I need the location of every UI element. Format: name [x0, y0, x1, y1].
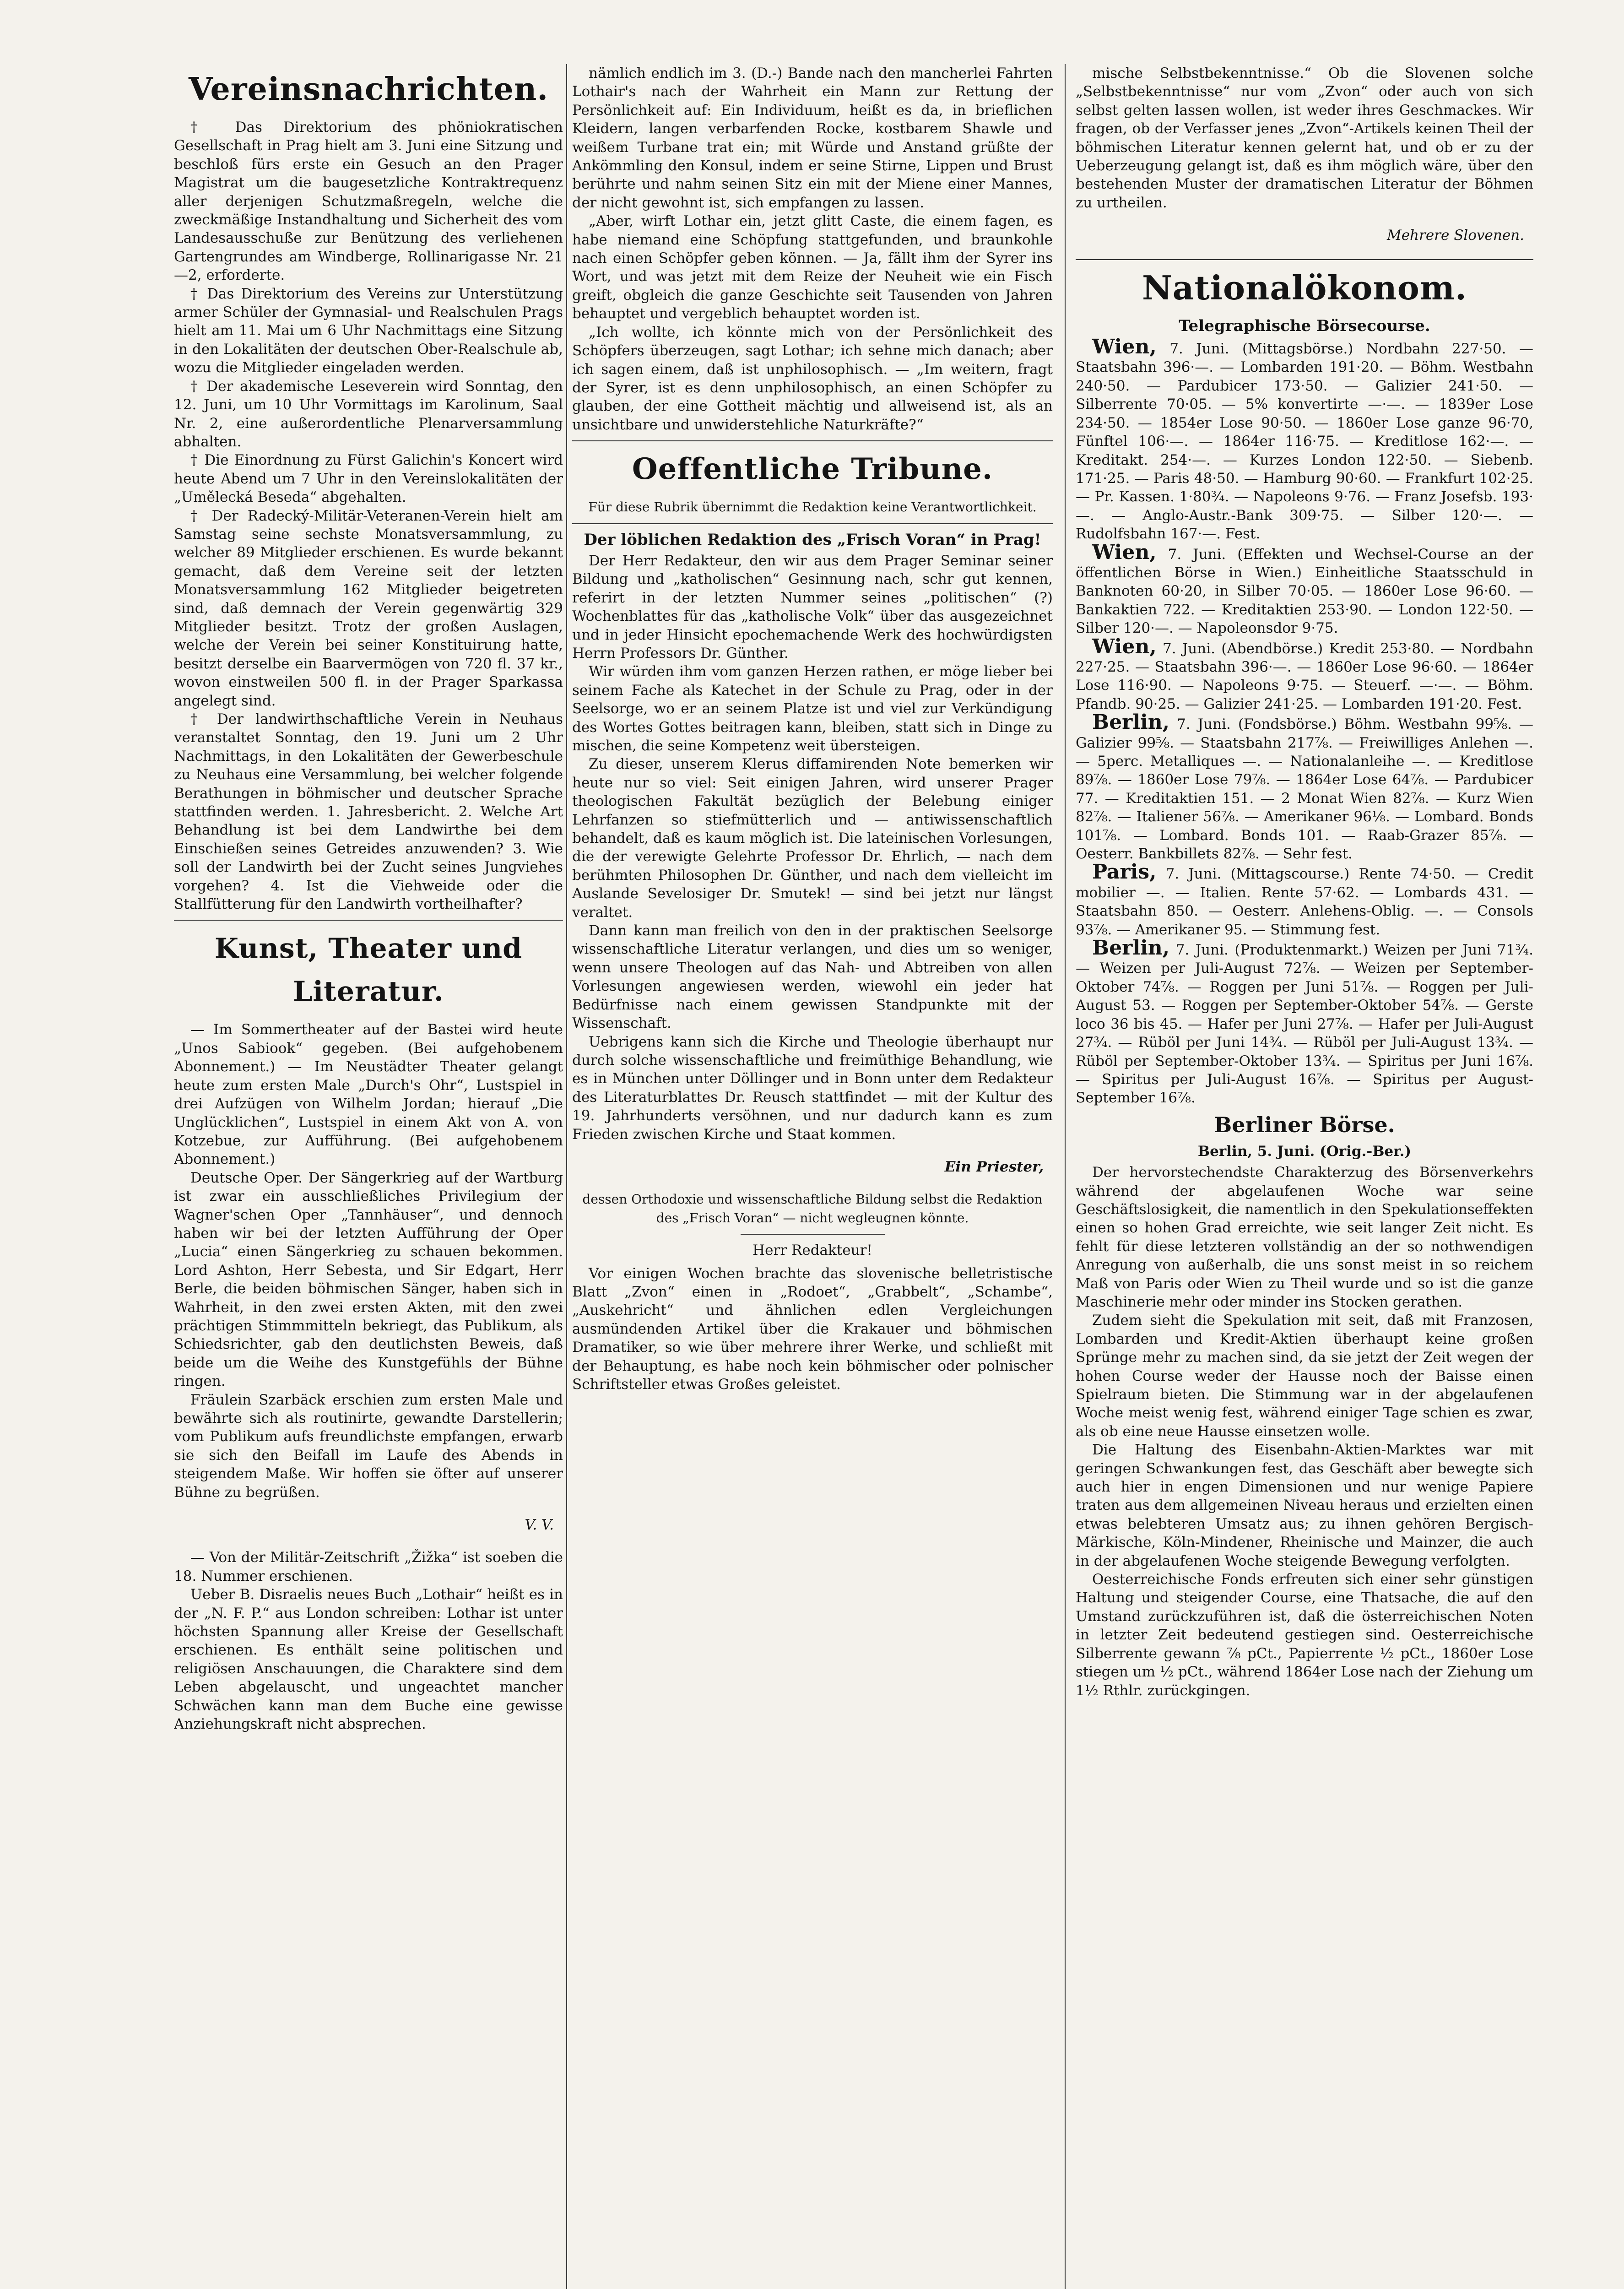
section-divider — [572, 523, 1053, 524]
article-paragraph: nämlich endlich im 3. (D.-) Bande nach den mancherlei Fahrten Lothair's nach der Wahrheit ein Mann zur Rettung der Persönlichkeit auf: Ein Individuum, heißt es da, in brieflichen Kleidern, langen verbarfenden Rocke, kostbarem Shawle und weißem Turbane trat ein; mit Würde und Anstand grüßte der Ankömmling den Konsul, indem er seine Stirne, Lippen und Brust berührte und nahm seinen Sitz ein mit der Miene einer Mannes, der nicht gewohnt ist, sich empfangen zu lassen. — [572, 65, 1053, 211]
article-paragraph: Ueber B. Disraelis neues Buch „Lothair“ heißt es in der „N. F. P.“ aus London schreiben: Lothar ist unter höchsten Spannung aller Kreise der Gesellschaft erschienen. Es enthält seine politischen und religiösen Anschauungen, die Charaktere sind dem Leben abgelauscht, und ungeachtet mancher Schwächen kann man dem Buche eine gewisse Anziehungskraft nicht absprechen. — [174, 1586, 563, 1733]
subsection-title-telegraph: Telegraphische Börsecourse. — [1179, 316, 1430, 335]
left-column — [174, 64, 563, 2289]
article-paragraph: Vor einigen Wochen brachte das slovenische belletristische Blatt „Zvon“ einen in „Rodoet“, „Grabbelt“, „Schambe“, „Auskehricht“ und ähnlichen edlen Vergleichungen ausmündenden Artikel über die Krakauer und böhmischen Dramatiker, so wie über mehrere ihrer Werke, und schließt mit der Behauptung, es habe noch kein böhmischer oder polnischer Schriftsteller etwas Großes geleistet. — [572, 1265, 1053, 1393]
market-text: 7. Juni. (Fondsbörse.) Böhm. Westbahn 99⅝. — Galizier 99⅝. — Staatsbahn 217⅞. — Freiwilliges Anlehen —. — 5perc. Metalliques —. — Nationalanleihe —. — Kreditlose 89⅞. — 1860er Lose 79⅞. — 1864er Lose 64⅞. — Pardubicer 77. — Kreditaktien 151. — 2 Monat Wien 82⅞. — Kurz Wien 82⅞. — Italiener 56⅞. — Amerikaner 96⅛. — Lombard. Bonds 101⅞. — Lombard. Bonds 101. — Raab-Grazer 85⅞. — Oesterr. Bankbillets 82⅞. — Sehr fest. — [1076, 716, 1533, 862]
short-divider — [741, 1234, 885, 1235]
market-report — [1076, 540, 1533, 638]
market-city: Paris, — [1092, 860, 1157, 884]
article-paragraph: † Die Einordnung zu Fürst Galichin's Koncert wird heute Abend um 7 Uhr in den Vereinslokalitäten der „Umělecká Beseda“ abgehalten. — [174, 452, 563, 506]
article-paragraph: Dann kann man freilich von den in der praktischen Seelsorge wissenschaftliche Literatur verlangen, und dies um so weniger, wenn unsere Theologen auf das Nah- und Abtreiben von allen Vorlesungen angewiesen werden, wiewohl ein jeder hat Bedürfnisse nach einem gewissen Standpunkte mit der Wissenschaft. — [572, 922, 1053, 1032]
section-title-nationaloekonom: Nationalökonom. — [1142, 268, 1467, 307]
letter-heading: Der löblichen Redaktion des „Frisch Voran“ in Prag! — [584, 530, 1041, 549]
market-text: 7. Juni. (Effekten und Wechsel-Course an der öffentlichen Börse in Wien.) Einheitliche Staatsschuld in Banknoten 60·20, in Silber 70·05. — 1860er Lose 96·60. — Bankaktien 722. — Kreditaktien 253·90. — London 122·50. — Silber 120·—. — Napoleonsdor 9·75. — [1076, 546, 1533, 637]
author-signature: Ein Priester, — [944, 1158, 1044, 1175]
article-paragraph: Wir würden ihm vom ganzen Herzen rathen, er möge lieber bei seinem Fache als Katechet in der Schule zu Prag, oder in der Seelsorge, wo er an seinem Platze ist und viel zur Verkündigung des Wortes Gottes beitragen kann, bleiben, statt sich in Dinge zu mischen, die seine Kompetenz weit übersteigen. — [572, 663, 1053, 754]
author-signature: Mehrere Slovenen. — [1386, 227, 1524, 244]
market-report — [1076, 713, 1533, 863]
article-paragraph: Der hervorstechendste Charakterzug des Börsenverkehrs während der abgelaufenen Woche war seine Geschäftslosigkeit, die namentlich in den Spekulationseffekten einen so hohen Grad erreichte, wie seit langer Zeit nicht. Es fehlt für diese letzteren vollständig an der so nothwendigen Anregung von außerhalb, die uns sonst meist in so reichem Maß von Paris oder Wien zu Theil wurde und so ist die ganze Maschinerie mehr oder minder ins Stocken gerathen. — [1076, 1164, 1533, 1310]
section-title-kunst: Kunst, Theater und Literatur. — [214, 933, 523, 1008]
section-divider — [174, 920, 563, 921]
article-paragraph: Die Haltung des Eisenbahn-Aktien-Marktes war mit geringen Schwankungen fest, das Geschäft aber bewegte sich auch hier in engen Dimensionen und nur wenige Papiere traten aus dem allgemeinen Niveau heraus und erzielten einen etwas belebteren Umsatz aus; zu ihnen gehören Bergisch-Märkische, Köln-Mindener, Rheinische und Mainzer, die auch in der abgelaufenen Woche steigende Bewegung verfolgten. — [1076, 1442, 1533, 1569]
article-paragraph: Uebrigens kann sich die Kirche und Theologie überhaupt nur durch solche wissenschaftliche und freimüthige Behandlung, wie es in München unter Döllinger und in Bonn unter dem Redakteur des Literaturblattes Dr. Reusch stattfindet — mit der Kultur des 19. Jahrhunderts versöhnen, und nur dadurch kann es zum Frieden zwischen Kirche und Staat kommen. — [572, 1033, 1053, 1143]
author-signature: V. V. — [525, 1517, 554, 1534]
article-paragraph: Deutsche Oper. Der Sängerkrieg auf der Wartburg ist zwar ein ausschließliches Privilegium der Wagner'schen Oper „Tannhäuser“, und dennoch haben wir bei der letzten Aufführung der Oper „Lucia“ einen Sängerkrieg zu schauen bekommen. Lord Ashton, Herr Sebesta, und Sir Edgart, Herr Berle, die beiden böhmischen Sänger, haben sich in Wahrheit, in den zwei ersten Akten, mit den zwei prächtigen Stimmmitteln bekriegt, das Publikum, als Schiedsrichter, gab den deutlichsten Beweis, daß beide um die Weihe des Kunstgefühls der Bühne ringen. — [174, 1169, 563, 1390]
letter-salutation: Herr Redakteur! — [752, 1242, 872, 1259]
right-column — [1076, 64, 1533, 2289]
article-paragraph: Oesterreichische Fonds erfreuten sich einer sehr günstigen Haltung und steigender Course, eine Thatsache, die auf den Umstand zurückzuführen ist, daß die österreichischen Noten in letzter Zeit bedeutend gestiegen sind. Oesterreichische Silberrente gewann ⅞ pCt., Papierrente ½ pCt., 1860er Lose stiegen um ½ pCt., während 1864er Lose nach der Ziehung um 1½ Rthlr. zurückgingen. — [1076, 1571, 1533, 1699]
market-city: Wien, — [1092, 635, 1157, 658]
article-paragraph: † Der akademische Leseverein wird Sonntag, den 12. Juni, um 10 Uhr Vormittags im Karolinum, Saal Nr. 2, eine außerordentliche Plenarversammlung abhalten. — [174, 378, 563, 450]
middle-column — [572, 64, 1053, 2289]
market-text: 7. Juni. (Mittagsbörse.) Nordbahn 227·50. — Staatsbahn 396·—. — Lombarden 191·20. — Böhm. Westbahn 240·50. — Pardubicer 173·50. — Galizier 241·50. — Silberrente 70·05. — 5% konvertirte —·—. — 1839er Lose 234·50. — 1854er Lose 90·50. — 1860er Lose ganze 96·70, Fünftel 106·—. — 1864er 116·75. — Kreditlose 162·—. — Kreditakt. 254·—. — Kurzes London 122·50. — Siebenb. 171·25. — Paris 48·50. — Hamburg 90·60. — Frankfurt 102·25. — Pr. Kassen. 1·80¾. — Napoleons 9·76. — Franz Josefsb. 193·—. — Anglo-Austr.-Bank 309·75. — Silber 120·—. — Rudolfsbahn 167·—. Fest. — [1076, 341, 1533, 542]
report-dateline: Berlin, 5. Juni. (Orig.-Ber.) — [1197, 1143, 1412, 1160]
section-divider — [1076, 259, 1533, 260]
article-paragraph: † Der Radecký-Militär-Veteranen-Verein hielt am Samstag seine sechste Monatsversammlung, zu welcher 89 Mitglieder erschienen. Es wurde bekannt gemacht, daß dem Vereine seit der letzten Monatsversammlung 162 Mitglieder beigetreten sind, daß demnach der Verein gegenwärtig 329 Mitglieder besitzt. Trotz der großen Auslagen, welche der Verein bei seiner Konstituirung hatte, besitzt derselbe ein Baarvermögen von 720 fl. 37 kr., wovon einstweilen 500 fl. in der Prager Sparkassa angelegt sind. — [174, 507, 563, 709]
market-text: 7. Juni. (Produktenmarkt.) Weizen per Juni 71¾. — Weizen per Juli-August 72⅞. — Weizen per September-Oktober 74⅞. — Roggen per Juni 51⅞. — Roggen per Juli-August 53. — Roggen per September-Oktober 54⅞. — Gerste loco 36 bis 45. — Hafer per Juni 27⅞. — Hafer per Juli-August 27¾. — Rüböl per Juni 14¾. — Rüböl per Juli-August 13¾. — Rüböl per September-Oktober 13¾. — Spiritus per Juni 16⅞. — Spiritus per Juli-August 16⅞. — Spiritus per August-September 16⅞. — [1076, 942, 1533, 1107]
column-rule — [1065, 64, 1066, 2289]
editorial-note: Für diese Rubrik übernimmt die Redaktion keine Verantwortlichkeit. — [588, 499, 1037, 515]
article-paragraph: † Das Direktorium des Vereins zur Unterstützung armer Schüler der Gymnasial- und Realschulen Prags hielt am 11. Mai um 6 Uhr Nachmittags eine Sitzung in den Lokalitäten der deutschen Ober-Realschule ab, wozu die Mitglieder eingeladen werden. — [174, 285, 563, 376]
article-paragraph: mische Selbstbekenntnisse.“ Ob die Slovenen solche „Selbstbekenntnisse“ nur vom „Zvon“ oder auch von sich selbst gelten lassen wollen, ist weder ihres Geschmackes. Wir fragen, ob der Verfasser jenes „Zvon“-Artikels keinen Theil der böhmischen Literatur kennen gelernt hat, und ob er zu der Ueberzeugung gelangt ist, daß es ihm möglich wäre, über den bestehenden Muster der dramatischen Literatur der Böhmen zu urtheilen. — [1076, 65, 1533, 211]
market-report — [1076, 335, 1533, 543]
article-paragraph: „Aber, wirft Lothar ein, jetzt glitt Caste, die einem fagen, es habe niemand eine Schöpfung stattgefunden, und braunkohle nach einen Schöpfer geben können. — Ja, fällt ihm der Syrer ins Wort, und was jetzt mit dem Reize der Neuheit wie ein Fisch greift, obgleich die ganze Geschichte seit Tausenden von Jahren behauptet und vergeblich behauptet worden ist. — [572, 213, 1053, 322]
article-paragraph: Der Herr Redakteur, den wir aus dem Prager Seminar seiner Bildung und „katholischen“ Gesinnung nach, schr gut kennen, referirt in der letzten Nummer seines „politischen“ (?) Wochenblattes für das „katholische Volk“ über das ausgezeichnet und in jeder Hinsicht epochemachende Werk des hochwürdigsten Herrn Professors Dr. Günther. — [572, 552, 1053, 662]
market-report — [1076, 860, 1533, 939]
article-paragraph: — Von der Militär-Zeitschrift „Žižka“ ist soeben die 18. Nummer erschienen. — [174, 1549, 563, 1584]
article-paragraph: „Ich wollte, ich könnte mich von der Persönlichkeit des Schöpfers überzeugen, sagt Lothar; ich sehne mich danach; aber ich sagen einem, daß ist unphilosophisch. — „Im weitern, fragt der Syrer, ist es denn unphilosophisch, an einen Schöpfer zu glauben, der eine Gottheit mächtig und allweisend ist, als an unsichtbare und unwiderstehliche Naturkräfte?“ — [572, 324, 1053, 433]
article-paragraph: Zu dieser, unserem Klerus diffamirenden Note bemerken wir heute nur so viel: Seit einigen Jahren, wird unserer Prager theologischen Fakultät bezüglich der Belebung einiger Lehrfanzen so stiefmütterlich und — antiwissenschaftlich behandelt, daß es kaum möglich ist. Die lateinischen Vorlesungen, die der verewigte Gelehrte Professor Dr. Ehrlich, — nach dem berühmten Philosophen Dr. Günther, und nach dem vielleicht im Auslande Sevelosiger Dr. Smutek! — sind bei jetzt nur längst veraltet. — [572, 756, 1053, 921]
market-report — [1076, 936, 1533, 1107]
market-city: Berlin, — [1092, 711, 1170, 734]
market-city: Berlin, — [1092, 936, 1170, 960]
subsection-title-berliner-boerse: Berliner Börse. — [1214, 1112, 1395, 1137]
section-title-vereinsnachrichten: Vereinsnachrichten. — [188, 71, 549, 108]
market-report — [1076, 635, 1533, 714]
article-paragraph: — Im Sommertheater auf der Bastei wird heute „Unos Sabiook“ gegeben. (Bei aufgehobenem Abonnement.) — Im Neustädter Theater gelangt heute zum ersten Male „Durch's Ohr“, Lustspiel in drei Aufzügen von Wilhelm Jordan; hierauf „Die Unglücklichen“, Lustspiel in einem Akt von A. von Kotzebue, zur Aufführung. (Bei aufgehobenem Abonnement.) — [174, 1021, 563, 1168]
section-title-tribune: Oeffentliche Tribune. — [632, 452, 993, 487]
article-paragraph: † Der landwirthschaftliche Verein in Neuhaus veranstaltet Sonntag, den 19. Juni um 2 Uhr Nachmittags, in den Lokalitäten der Gewerbeschule zu Neuhaus eine Versammlung, bei welcher folgende Berathungen in böhmischer und deutscher Sprache stattfinden werden. 1. Jahresbericht. 2. Welche Art Behandlung ist bei dem Landwirthe bei dem Einschießen seines Getreides anzuwenden? 3. Wie soll der Landwirth bei der Zucht seines Jungviehes vorgehen? 4. Ist die Viehweide oder die Stallfütterung für den Landwirth vortheilhafter? — [174, 711, 563, 913]
market-city: Wien, — [1092, 540, 1157, 564]
article-paragraph: Fräulein Szarbäck erschien zum ersten Male und bewährte sich als routinirte, gewandte Darstellerin; vom Publikum aufs freundlichste empfangen, erwarb sie sich den Beifall im Laufe des Abends in steigendem Maße. Wir hoffen sie öfter auf unserer Bühne zu begrüßen. — [174, 1391, 563, 1501]
market-text: 7. Juni. (Abendbörse.) Kredit 253·80. — Nordbahn 227·25. — Staatsbahn 396·—. — 1860er Lose 96·60. — 1864er Lose 116·90. — Napoleons 9·75. — Steuerf. —·—. — Böhm. Pfandb. 90·25. — Galizier 241·25. — Lombarden 191·20. Fest. — [1076, 640, 1533, 712]
market-text: 7. Juni. (Mittagscourse.) Rente 74·50. — Credit mobilier —. — Italien. Rente 57·62. — Lombards 431. — Staatsbahn 850. — Oesterr. Anlehens-Oblig. —. — Consols 93⅞. — Amerikaner 95. — Stimmung fest. — [1076, 866, 1533, 938]
column-rule — [566, 64, 567, 2289]
article-paragraph: Zudem sieht die Spekulation mit seit, daß mit Franzosen, Lombarden und Kredit-Aktien überhaupt keine großen Sprünge mehr zu machen sind, da sie jetzt der Zeit wegen der hohen Course weder der Hausse noch der Baisse einen Spielraum bieten. Die Stimmung war in der abgelaufenen Woche meist wenig fest, während einiger Tage schien es zwar, als ob eine neue Hausse einsetzen wolle. — [1076, 1312, 1533, 1440]
signature-note: dessen Orthodoxie und wissenschaftliche Bildung selbst die Redaktion des „Frisch Voran“ — nicht wegleugnen könnte. — [582, 1192, 1043, 1226]
section-divider — [572, 440, 1053, 441]
market-city: Wien, — [1092, 335, 1157, 359]
article-paragraph: † Das Direktorium des phöniokratischen Gesellschaft in Prag hielt am 3. Juni eine Sitzung und beschloß fürs erste ein Gesuch an den Prager Magistrat um die baugesetzliche Kontraktrequenz aller derjenigen Schutzmaßregeln, welche die zweckmäßige Instandhaltung und Sicherheit des vom Landesausschuße zur Benützung des verliehenen Gartengrundes am Windberge, Rollinarigasse Nr. 21—2, erforderte. — [174, 119, 563, 284]
